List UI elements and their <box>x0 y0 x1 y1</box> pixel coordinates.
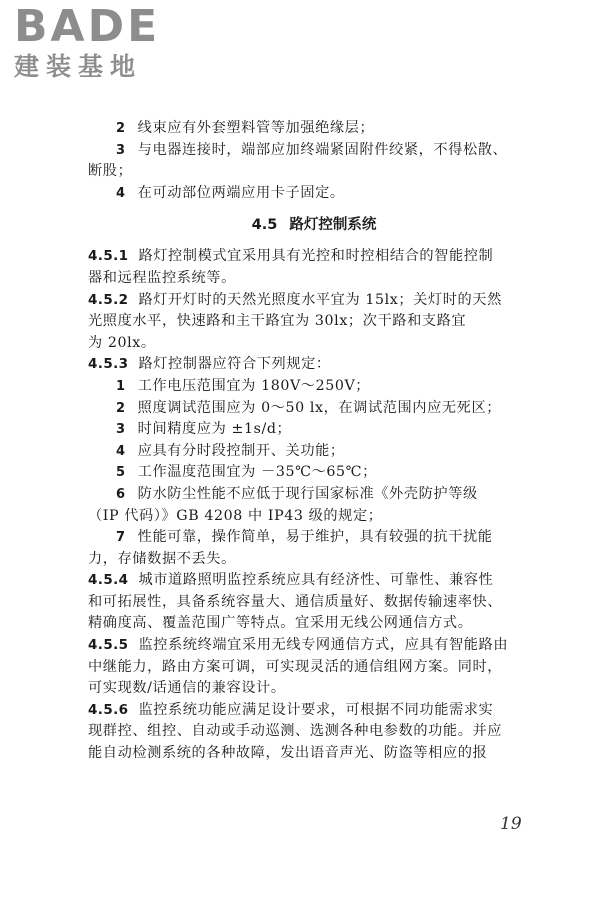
item-text: 性能可靠，操作简单，易于维护，具有较强的抗干扰能 <box>137 529 493 546</box>
clause-number: 4.5.3 <box>88 356 129 373</box>
clause-text-continued: 精确度高、覆盖范围广等特点。宜采用无线公网通信方式。 <box>88 615 473 632</box>
clause-number: 4.5.6 <box>88 701 129 718</box>
item-text: 线束应有外套塑料管等加强绝缘层； <box>137 120 375 136</box>
item-number: 2 <box>116 121 126 136</box>
item-text: 工作温度范围宜为 －35℃～65℃； <box>137 464 377 481</box>
item-text-continued: 力，存储数据不丢失。 <box>88 550 236 567</box>
logo-subtitle: 建装基地 <box>14 52 143 81</box>
clause-text: 路灯控制器应符合下列规定： <box>138 356 331 373</box>
clause <box>88 246 540 289</box>
watermark-logo <box>14 1 184 82</box>
clause <box>88 570 540 635</box>
clause-text: 城市道路照明监控系统应具有经济性、可靠性、兼容性 <box>138 572 494 589</box>
item-text-continued: （IP 代码）》GB 4208 中 IP43 级的规定； <box>88 507 383 524</box>
item-number: 7 <box>116 530 126 546</box>
item-number: 3 <box>116 422 126 438</box>
item-number: 4 <box>116 443 126 459</box>
document-body <box>88 118 540 765</box>
list-item <box>88 183 540 205</box>
clause-text-continued: 器和远程监控系统等。 <box>88 269 236 286</box>
clause-number: 4.5.2 <box>88 291 129 308</box>
list-item <box>88 462 540 484</box>
clause-text: 路灯开灯时的天然光照度水平宜为 15lx；关灯时的天然 <box>138 291 502 308</box>
section-number: 4.5 <box>251 217 278 234</box>
logo-brand: BADE <box>14 1 161 52</box>
list-item <box>88 419 540 441</box>
section-title: 路灯控制系统 <box>289 217 377 234</box>
item-number: 6 <box>116 486 126 502</box>
list-item <box>88 398 540 420</box>
item-text-continued: 断股； <box>88 163 133 180</box>
item-number: 3 <box>116 142 126 158</box>
item-text: 在可动部位两端应用卡子固定。 <box>137 184 345 201</box>
clause-text-continued: 和可拓展性，具备系统容量大、通信质量好、数据传输速率快、 <box>88 593 503 610</box>
list-item <box>88 118 540 140</box>
page-number: 19 <box>500 814 522 834</box>
clause-number: 4.5.1 <box>88 248 129 265</box>
item-number: 5 <box>116 465 126 481</box>
clause <box>88 700 540 765</box>
item-number: 1 <box>116 378 126 394</box>
item-text: 应具有分时段控制开、关功能； <box>137 442 345 459</box>
clause-text: 路灯控制模式宜采用具有光控和时控相结合的智能控制 <box>138 248 494 265</box>
list-item <box>88 527 540 570</box>
item-number: 2 <box>116 400 126 416</box>
clause-text-continued: 中继能力，路由方案可调，可实现灵活的通信组网方案。同时， <box>88 658 503 675</box>
item-number: 4 <box>116 185 126 201</box>
list-item <box>88 441 540 463</box>
clause-text: 监控系统功能应满足设计要求，可根据不同功能需求实 <box>138 701 494 718</box>
item-text: 与电器连接时，端部应加终端紧固附件绞紧，不得松散、 <box>137 141 508 158</box>
clause <box>88 635 540 700</box>
clause-number: 4.5.4 <box>88 572 129 589</box>
item-text: 工作电压范围宜为 180V～250V； <box>137 377 371 394</box>
list-item <box>88 376 540 398</box>
clause-text-continued: 能自动检测系统的各种故障，发出语音声光、防盗等相应的报 <box>88 745 488 762</box>
clause-text: 监控系统终端宜采用无线专网通信方式，应具有智能路由 <box>138 637 509 654</box>
clause-text-continued: 为 20lx。 <box>88 334 156 351</box>
clause <box>88 354 540 376</box>
item-text: 防水防尘性能不应低于现行国家标准《外壳防护等级 <box>137 485 478 502</box>
clause <box>88 290 540 355</box>
section-heading <box>88 212 540 238</box>
list-item <box>88 484 540 527</box>
clause-text-continued: 现群控、组控、自动或手动巡测、选测各种电参数的功能。并应 <box>88 723 503 740</box>
clause-text-continued: 光照度水平，快速路和主干路宜为 30lx；次干路和支路宜 <box>88 313 467 330</box>
clause-text-continued: 可实现数/话通信的兼容设计。 <box>88 680 286 697</box>
clause-number: 4.5.5 <box>88 637 129 654</box>
item-text: 照度调试范围应为 0～50 lx，在调试范围内应无死区； <box>137 399 502 416</box>
list-item <box>88 140 540 183</box>
item-text: 时间精度应为 ±1s/d； <box>137 421 292 438</box>
